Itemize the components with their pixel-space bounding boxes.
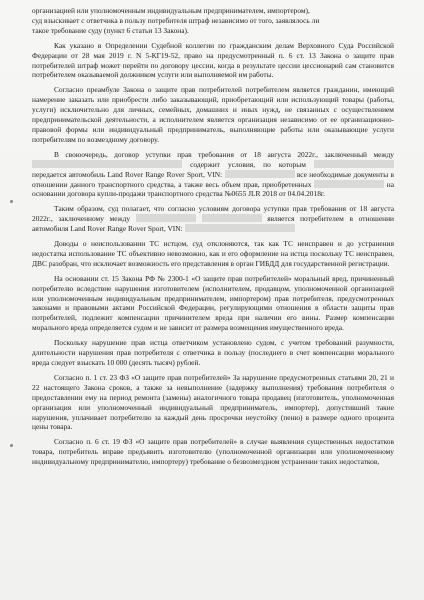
paragraph-compensation: Поскольку нарушение прав истца ответчиком установлено судом, с учетом требований разумности, длительности нарушения прав потребителя с ответчика в пользу (последнего в счет компенсации морального вреда следует взыскать 10 000 (десять тысяч) рублей. xyxy=(32,338,394,367)
text-fragment: передается автомобиль Land Rover Range Rover Sport, VIN: xyxy=(32,169,223,179)
paragraph-cassation-ruling: Как указано в Определении Судебной коллегии по гражданским делам Верховного Суда Российской Федерации от 28 мая 2019 г. N 5-КГ19-52, право на предусмотренный п. 6 ст. 13 Закона о защите прав потребителей штраф может перейти по договору цессии, когда в результате цессии цессионарий сам становится потребителем оказываемой должником услуги или выполняемой им работы. xyxy=(32,40,394,80)
redacted-block xyxy=(136,214,196,222)
text-fragment: Таким образом, суд полагает, что согласно условиям договора уступки прав требования от 18 августа 2022г., заключенному между xyxy=(32,204,394,224)
scan-mark xyxy=(10,444,13,447)
paragraph-penalty: Согласно п. 1 ст. 23 ФЗ «О защите прав потребителей» За нарушение предусмотренных статьями 20, 21 и 22 настоящего Закона сроков, а также за невыполнение (задержку выполнения) требования потребителя о предоставлении ему на период ремонта (замены) аналогичного товара продавец (изготовитель, уполномоченная организация или уполномоченный индивидуальный предприниматель, импортер), допустивший такие нарушения, уплачивает потребителю за каждый день просрочки неустойку (пеню) в размере одного процента цены товара. xyxy=(32,372,394,432)
intro-line-3: такое требование суду (пункт 6 статьи 13 Закона). xyxy=(32,25,189,35)
redacted-block xyxy=(32,160,182,168)
paragraph-vehicle-use: Доводы о неиспользовании ТС истцом, суд отклоняются, так как ТС неисправен и до устранения недостатка использование ТС объективно невозможно, как и его оформление на истца поскольку ТС неисправен, ДВС разобран, что исключает возможность его представления в орган ГИБДД для государственной регистрации. xyxy=(32,239,394,268)
redacted-block xyxy=(202,214,262,222)
paragraph-conclusion xyxy=(32,204,394,234)
redacted-block xyxy=(225,170,295,178)
redacted-block xyxy=(314,180,384,188)
paragraph-moral-damage: На основании ст. 15 Закона РФ № 2300-1 «О защите прав потребителей» моральный вред, причиненный потребителю вследствие нарушения изготовителем (исполнителем, продавцом, уполномоченной организацией или уполномоченным индивидуальным предпринимателем, импортером) прав потребителя, предусмотренных законами и правовыми актами Российской Федерации, регулирующими отношения в области защиты прав потребителей, подлежит компенсации причинителем вреда при наличии его вины. Размер компенсации морального вреда определяется судом и не зависит от размера возмещения имущественного вреда. xyxy=(32,273,394,333)
paragraph-consumer-definition: Согласно преамбуле Закона о защите прав потребителей потребителем является гражданин, имеющий намерение заказать или приобрести либо заказывающий, приобретающий или использующий товары (работы, услуги) исключительно для личных, семейных, домашних и иных нужд, не связанных с осуществлением предпринимательской деятельности, а исполнителем является организация независимо от ее организационно-правовой формы или индивидуальный предприниматель, выполняющие работы или оказывающие услуги потребителям по возмездному договору. xyxy=(32,85,394,144)
redacted-block xyxy=(314,160,394,168)
text-fragment: на основании договора купли-продажи транспортного средства №0655 JLR 2018 от 04.04.2018г. xyxy=(32,179,394,199)
redacted-block xyxy=(185,224,295,232)
intro-line-1: организацией или уполномоченным индивидуальным предпринимателем, импортером), xyxy=(32,6,310,15)
paragraph-assignment-agreement xyxy=(32,150,394,200)
text-fragment: все необходимые документы в отношении данного транспортного средства, а также весь объем прав, приобретенных xyxy=(32,169,394,189)
document-body xyxy=(32,6,394,467)
text-fragment: содержит условия, по которым xyxy=(190,159,306,169)
paragraph-defects: Согласно п. 6 ст. 19 ФЗ «О защите прав потребителей» в случае выявления существенных недостатков товара, потребитель вправе предъявить изготовителю (уполномоченной организации или уполномоченному индивидуальному предпринимателю, импортеру) требование о безвозмездном устранении таких недостатков, xyxy=(32,437,394,467)
intro-line-2: суд взыскивает с ответчика в пользу потребителя штраф независимо от того, заявлялось ли xyxy=(32,15,320,25)
text-fragment: В своюочередь, договор уступки прав требования от 18 августа 2022г., заключенный между xyxy=(54,149,394,159)
text-fragment: является потребителем в отношении автомобиля Land Rover Range Rover Sport, VIN: xyxy=(32,214,394,234)
scan-mark xyxy=(10,200,13,203)
